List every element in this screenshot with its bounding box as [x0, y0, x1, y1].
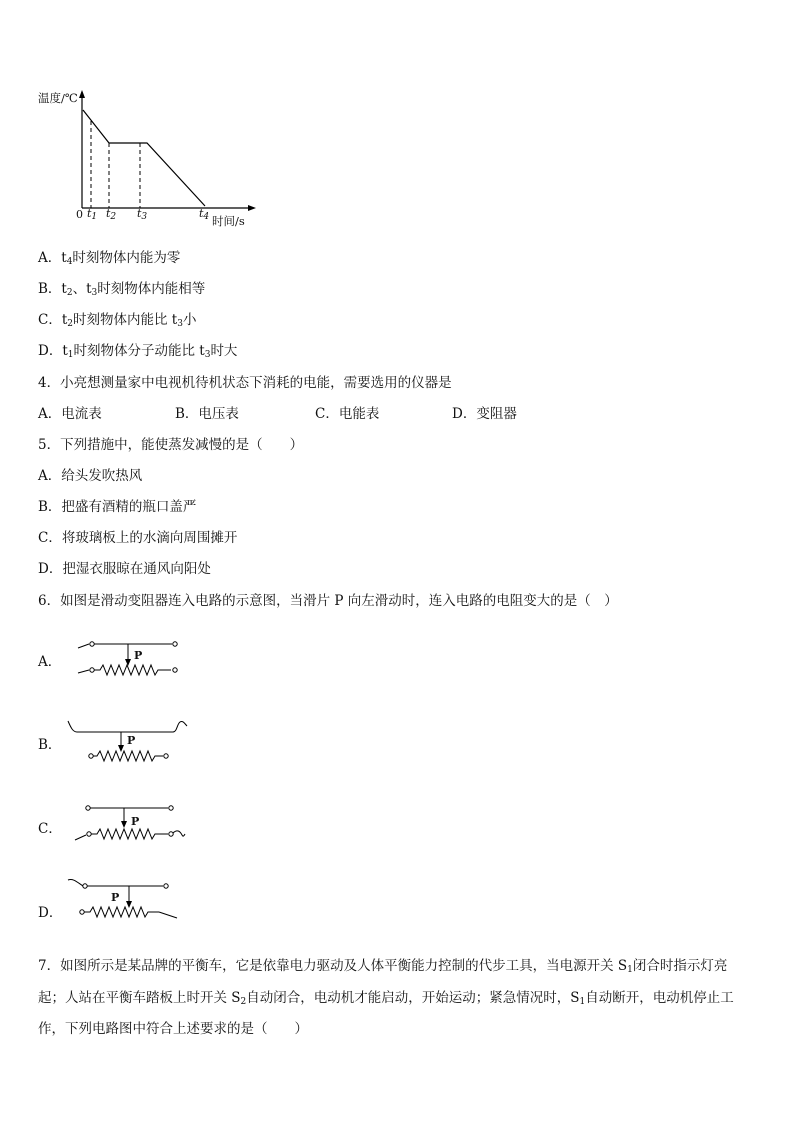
q7-line-3: 作，下列电路图中符合上述要求的是（ ）: [38, 1021, 308, 1037]
q5-stem: 5．下列措施中，能使蒸发减慢的是（ ）: [38, 437, 304, 453]
q5-option-a: A．给头发吹热风: [38, 468, 143, 484]
q6-option-d-label: D．: [38, 905, 63, 921]
q6-stem: 6．如图是滑动变阻器连入电路的示意图，当滑片 P 向左滑动时，连入电路的电阻变大的是（ ）: [38, 593, 618, 609]
y-axis-label: 温度/℃: [38, 91, 78, 105]
q4-option-d: D．变阻器: [452, 406, 517, 422]
q6-option-d-rheostat: [65, 876, 195, 921]
q5-option-d: D．把湿衣服晾在通风向阳处: [38, 561, 211, 577]
q3-option-a: A．$t_4$时刻物体内能为零: [38, 250, 181, 267]
q6-option-c-label: C．: [38, 821, 62, 837]
q3-option-d: D．$t_1$时刻物体分子动能比 $t_3$时大: [38, 343, 238, 360]
y-axis-arrow: [79, 90, 85, 98]
q5-option-c: C．将玻璃板上的水滴向周围摊开: [38, 530, 238, 546]
q6-option-d-slider-label: P: [111, 891, 120, 904]
q4-option-a: A．电流表: [38, 406, 102, 422]
q6-option-b-slider-label: P: [127, 734, 136, 747]
q4-stem: 4．小亮想测量家中电视机待机状态下消耗的电能，需要选用的仪器是: [38, 375, 452, 391]
q7-line-2: 起；人站在平衡车踏板上时开关 $S_2$自动闭合，电动机才能启动，开始运动；紧急情况时，$S_1$自动断开，电动机停止工: [38, 990, 734, 1007]
temperature-curve: [83, 110, 205, 206]
t2-tick-label: $t_2$: [106, 207, 117, 222]
q6-option-a-label: A．: [38, 654, 62, 670]
q6-option-a-slider-label: P: [134, 649, 143, 662]
origin-label: 0: [76, 208, 83, 221]
t1-tick-label: $t_1$: [87, 207, 98, 222]
q3-option-c: C．$t_2$时刻物体内能比 $t_3$小: [38, 312, 197, 329]
q6-option-b-label: B．: [38, 737, 62, 753]
q4-option-c: C．电能表: [315, 406, 380, 422]
x-axis-label: 时间/s: [212, 214, 245, 228]
t3-tick-label: $t_3$: [137, 207, 148, 222]
q6-option-c-slider-label: P: [131, 815, 140, 828]
x-axis-arrow: [248, 205, 256, 211]
q5-option-b: B．把盛有酒精的瓶口盖严: [38, 499, 197, 515]
q4-option-b: B．电压表: [175, 406, 239, 422]
q7-line-1: 7．如图所示是某品牌的平衡车，它是依靠电力驱动及人体平衡能力控制的代步工具，当电源开关 $S_1$闭合时指示灯亮: [38, 958, 728, 975]
t4-tick-label: $t_4$: [199, 207, 210, 222]
q3-option-b: B．$t_2$、$t_3$时刻物体内能相等: [38, 281, 206, 298]
